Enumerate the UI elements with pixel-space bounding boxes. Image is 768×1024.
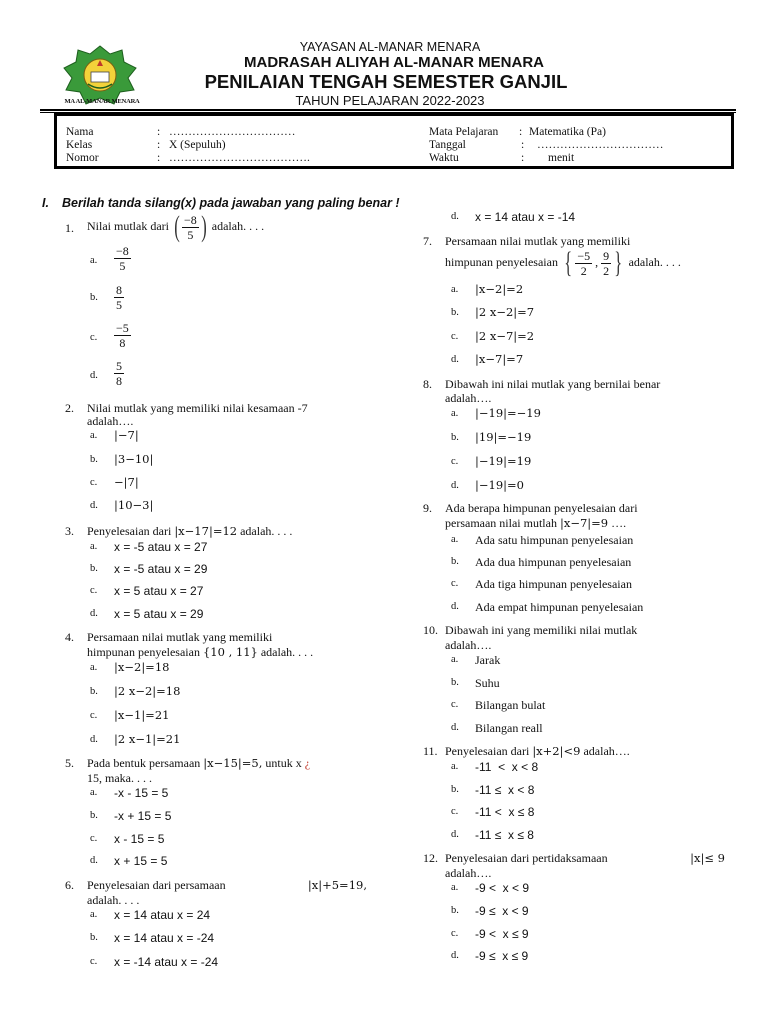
question-text: Penyelesaian dari pertidaksamaan <box>445 851 608 865</box>
mapel-value: Matematika (Pa) <box>529 126 606 138</box>
question-text: Penyelesaian dari <box>87 524 172 538</box>
question-text-cont: adalah…. <box>445 391 492 405</box>
waktu-label: Waktu <box>429 152 459 164</box>
nama-label: Nama <box>66 126 94 138</box>
question-text: Persamaan nilai mutlak yang memiliki <box>87 630 273 644</box>
question-text: Dibawah ini yang memiliki nilai mutlak <box>445 623 638 637</box>
question-text-cont: himpunan penyelesaian { $\frac{-5}{2}$ , $\frac{9}{2}$ } adalah. . . . <box>445 246 681 279</box>
math-expression: |x−15|=5, <box>203 756 263 770</box>
question-text: Persamaan nilai mutlak yang memiliki <box>445 234 631 248</box>
foundation-name: YAYASAN AL-MANAR MENARA <box>299 40 481 54</box>
colon: : <box>157 139 161 151</box>
colon: : <box>519 126 523 138</box>
math-expression: |x−7|=9 <box>559 516 609 530</box>
kelas-value: X (Sepuluh) <box>169 139 226 151</box>
mapel-label: Mata Pelajaran <box>429 126 499 138</box>
instruction-text: Berilah tanda silang(x) pada jawaban yang paling benar ! <box>62 196 400 210</box>
render-glitch-mark: ¿ <box>304 756 311 770</box>
student-info-box <box>54 113 734 169</box>
question-text: Ada berapa himpunan penyelesaian dari <box>445 501 638 515</box>
math-expression: |x−17|=12 <box>174 524 238 538</box>
nomor-label: Nomor <box>66 152 99 164</box>
math-expression: |x|≤ 9 <box>690 851 725 865</box>
logo-caption: MA AL-MANAR MENARA <box>64 98 140 105</box>
tanggal-label: Tanggal <box>429 139 466 151</box>
question-number: 1. <box>65 221 74 235</box>
colon: : <box>157 152 161 164</box>
academic-year: TAHUN PELAJARAN 2022-2023 <box>295 93 485 108</box>
tanggal-field[interactable]: …………………………… <box>537 139 664 151</box>
question-text-cont: adalah…. <box>87 414 134 428</box>
info-row-nama <box>57 126 731 139</box>
nomor-field[interactable]: ………………………………. <box>169 152 310 164</box>
question-text: Penyelesaian dari <box>445 744 530 758</box>
question-text-cont: 15, maka. . . . <box>87 771 152 785</box>
school-name: MADRASAH ALIYAH AL-MANAR MENARA <box>244 54 544 71</box>
question-text-cont: himpunan penyelesaian {10 , 11} adalah. . . . <box>87 645 314 659</box>
colon: : <box>157 126 161 138</box>
question-text-cont: persamaan nilai mutlah |x−7|=9 …. <box>445 516 627 530</box>
question-1: 1. Nilai mutlak dari ( $\frac{-8}{5}$ ) adalah. . . . <box>65 210 265 243</box>
section-instruction <box>42 196 400 210</box>
exam-title: PENILAIAN TENGAH SEMESTER GANJIL <box>204 71 568 92</box>
question-text-cont: adalah…. <box>445 866 492 880</box>
info-row-kelas <box>57 139 731 152</box>
math-expression: |x|+5=19, <box>307 878 367 892</box>
colon: : <box>521 139 525 151</box>
question-text: Penyelesaian dari persamaan <box>87 878 226 892</box>
kelas-label: Kelas <box>66 139 93 151</box>
question-text: Dibawah ini nilai mutlak yang bernilai benar <box>445 377 661 391</box>
question-text-cont: adalah. . . . <box>87 893 140 907</box>
waktu-value: menit <box>548 152 575 164</box>
question-text-cont: adalah…. <box>445 638 492 652</box>
math-expression: |x+2|<9 <box>532 744 581 758</box>
question-text-end: adalah. . . . <box>211 218 265 233</box>
header-rule <box>40 109 736 111</box>
fraction: $\frac{-8}{5}$ <box>183 212 197 242</box>
nama-field[interactable]: …………………………… <box>169 126 296 138</box>
section-number: I. <box>42 196 49 210</box>
question-text: Nilai mutlak yang memiliki nilai kesamaan -7 <box>87 401 308 415</box>
question-text: Pada bentuk persamaan <box>87 756 201 770</box>
info-row-nomor <box>57 152 731 165</box>
question-text: Nilai mutlak dari <box>87 218 169 233</box>
math-expression: {10 , 11} <box>202 645 258 659</box>
colon: : <box>521 152 525 164</box>
